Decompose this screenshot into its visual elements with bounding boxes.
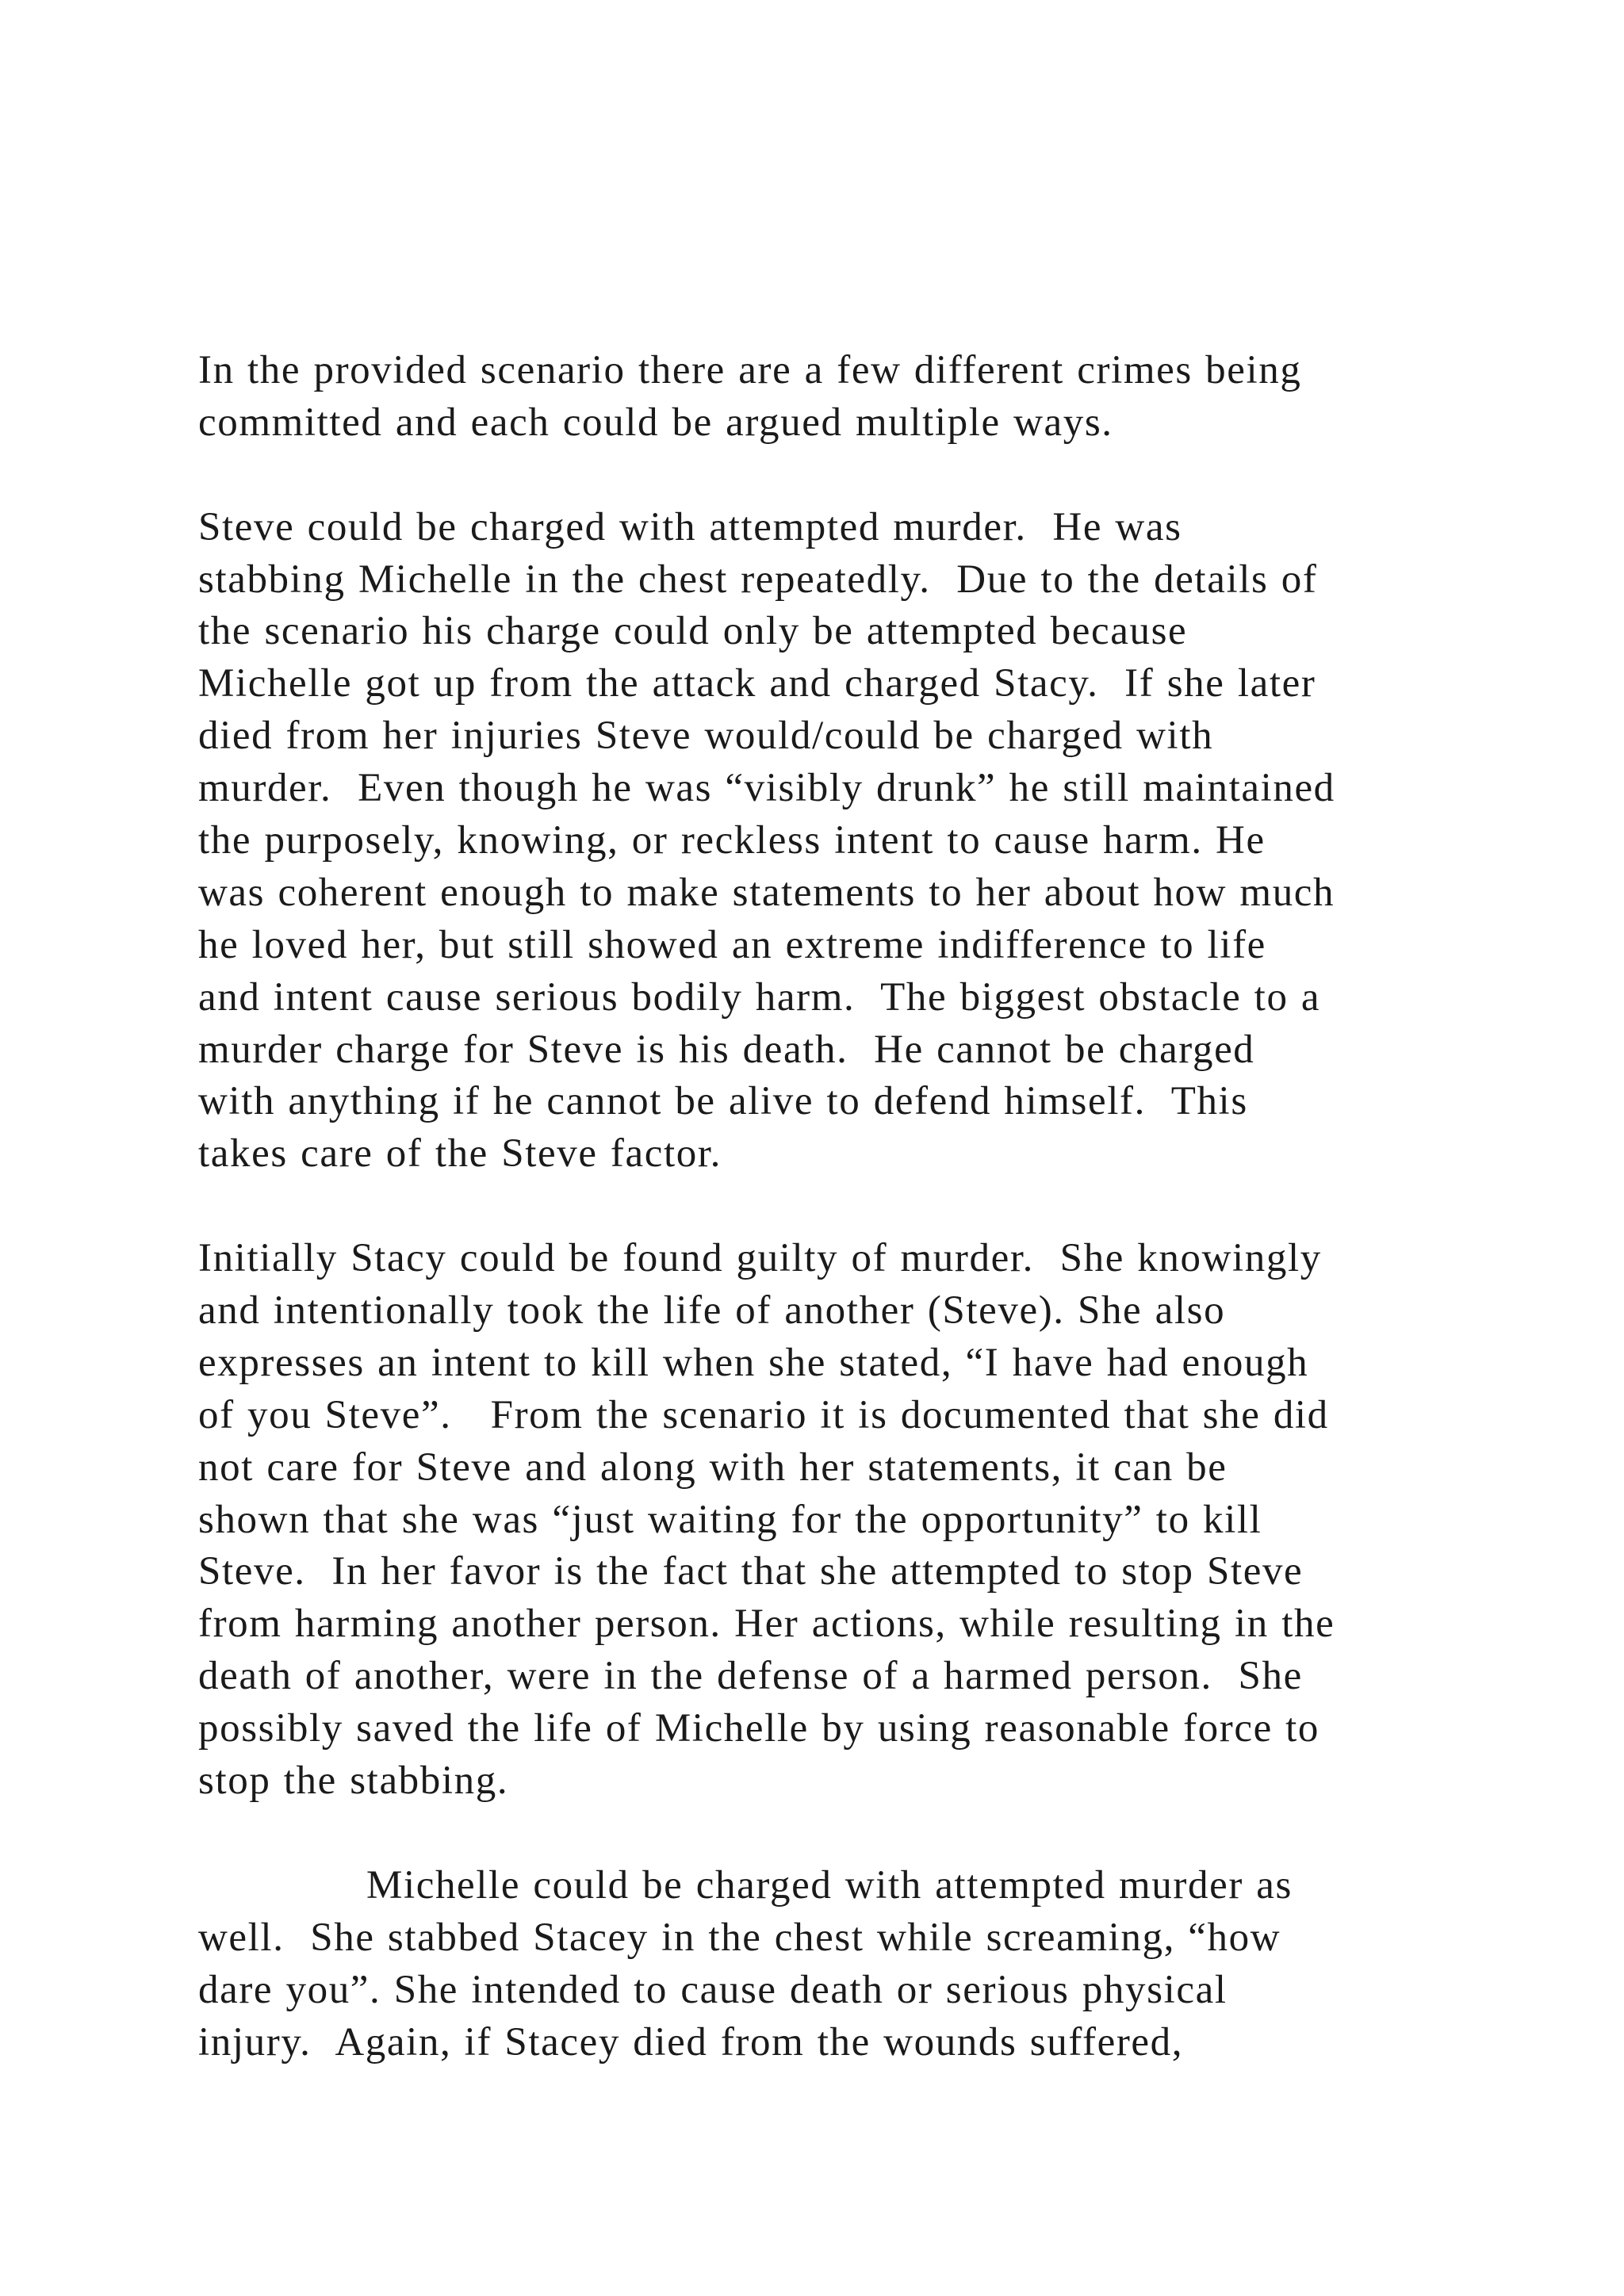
text-line: death of another, were in the defense of a harmed person. She (198, 1654, 1303, 1699)
paragraph-4 (198, 1860, 1515, 2069)
text-line: was coherent enough to make statements to her about how much (198, 870, 1335, 915)
text-line: well. She stabbed Stacey in the chest while screaming, “how (198, 1915, 1281, 1960)
text-line: In the provided scenario there are a few different crimes being (198, 348, 1302, 392)
paragraph-3 (198, 1233, 1515, 1808)
paragraph-spacer (198, 450, 1515, 502)
text-line: Steve could be charged with attempted murder. He was (198, 504, 1182, 549)
paragraph-2 (198, 502, 1515, 1181)
text-line: takes care of the Steve factor. (198, 1131, 722, 1177)
text-line: and intent cause serious bodily harm. The biggest obstacle to a (198, 974, 1321, 1020)
text-line: stop the stabbing. (198, 1758, 509, 1804)
text-line: murder. Even though he was “visibly drunk” he still maintained (198, 766, 1335, 811)
text-line: of you Steve”. From the scenario it is documented that she did (198, 1392, 1329, 1437)
text-line: stabbing Michelle in the chest repeatedly. Due to the details of (198, 557, 1318, 602)
text-line: from harming another person. Her actions, while resulting in the (198, 1601, 1335, 1647)
text-line: expresses an intent to kill when she stated, “I have had enough (198, 1340, 1309, 1385)
text-line: he loved her, but still showed an extreme indifference to life (198, 922, 1266, 967)
text-line: with anything if he cannot be alive to defend himself. This (198, 1079, 1248, 1124)
text-line: the purposely, knowing, or reckless intent to cause harm. He (198, 818, 1266, 863)
text-line: Michelle got up from the attack and charged Stacy. If she later (198, 661, 1316, 706)
text-line: committed and each could be argued multiple ways. (198, 400, 1113, 445)
text-line: injury. Again, if Stacey died from the wounds suffered, (198, 2019, 1184, 2064)
text-line: possibly saved the life of Michelle by using reasonable force to (198, 1706, 1320, 1751)
text-line: shown that she was “just waiting for the opportunity” to kill (198, 1497, 1262, 1542)
text-line: Initially Stacy could be found guilty of murder. She knowingly (198, 1236, 1322, 1281)
text-line-indented: Michelle could be charged with attempted murder as (366, 1862, 1293, 1908)
document-body (198, 345, 1515, 2068)
paragraph-spacer (198, 1181, 1515, 1233)
text-line: dare you”. She intended to cause death or serious physical (198, 1967, 1228, 2012)
text-line: and intentionally took the life of another (Steve). She also (198, 1288, 1226, 1334)
text-line: died from her injuries Steve would/could be charged with (198, 714, 1214, 759)
text-line: murder charge for Steve is his death. He cannot be charged (198, 1027, 1255, 1072)
text-line: not care for Steve and along with her statements, it can be (198, 1445, 1228, 1490)
paragraph-1 (198, 345, 1515, 450)
text-line: the scenario his charge could only be attempted because (198, 609, 1188, 654)
paragraph-spacer (198, 1808, 1515, 1860)
text-line: Steve. In her favor is the fact that she attempted to stop Steve (198, 1549, 1304, 1594)
